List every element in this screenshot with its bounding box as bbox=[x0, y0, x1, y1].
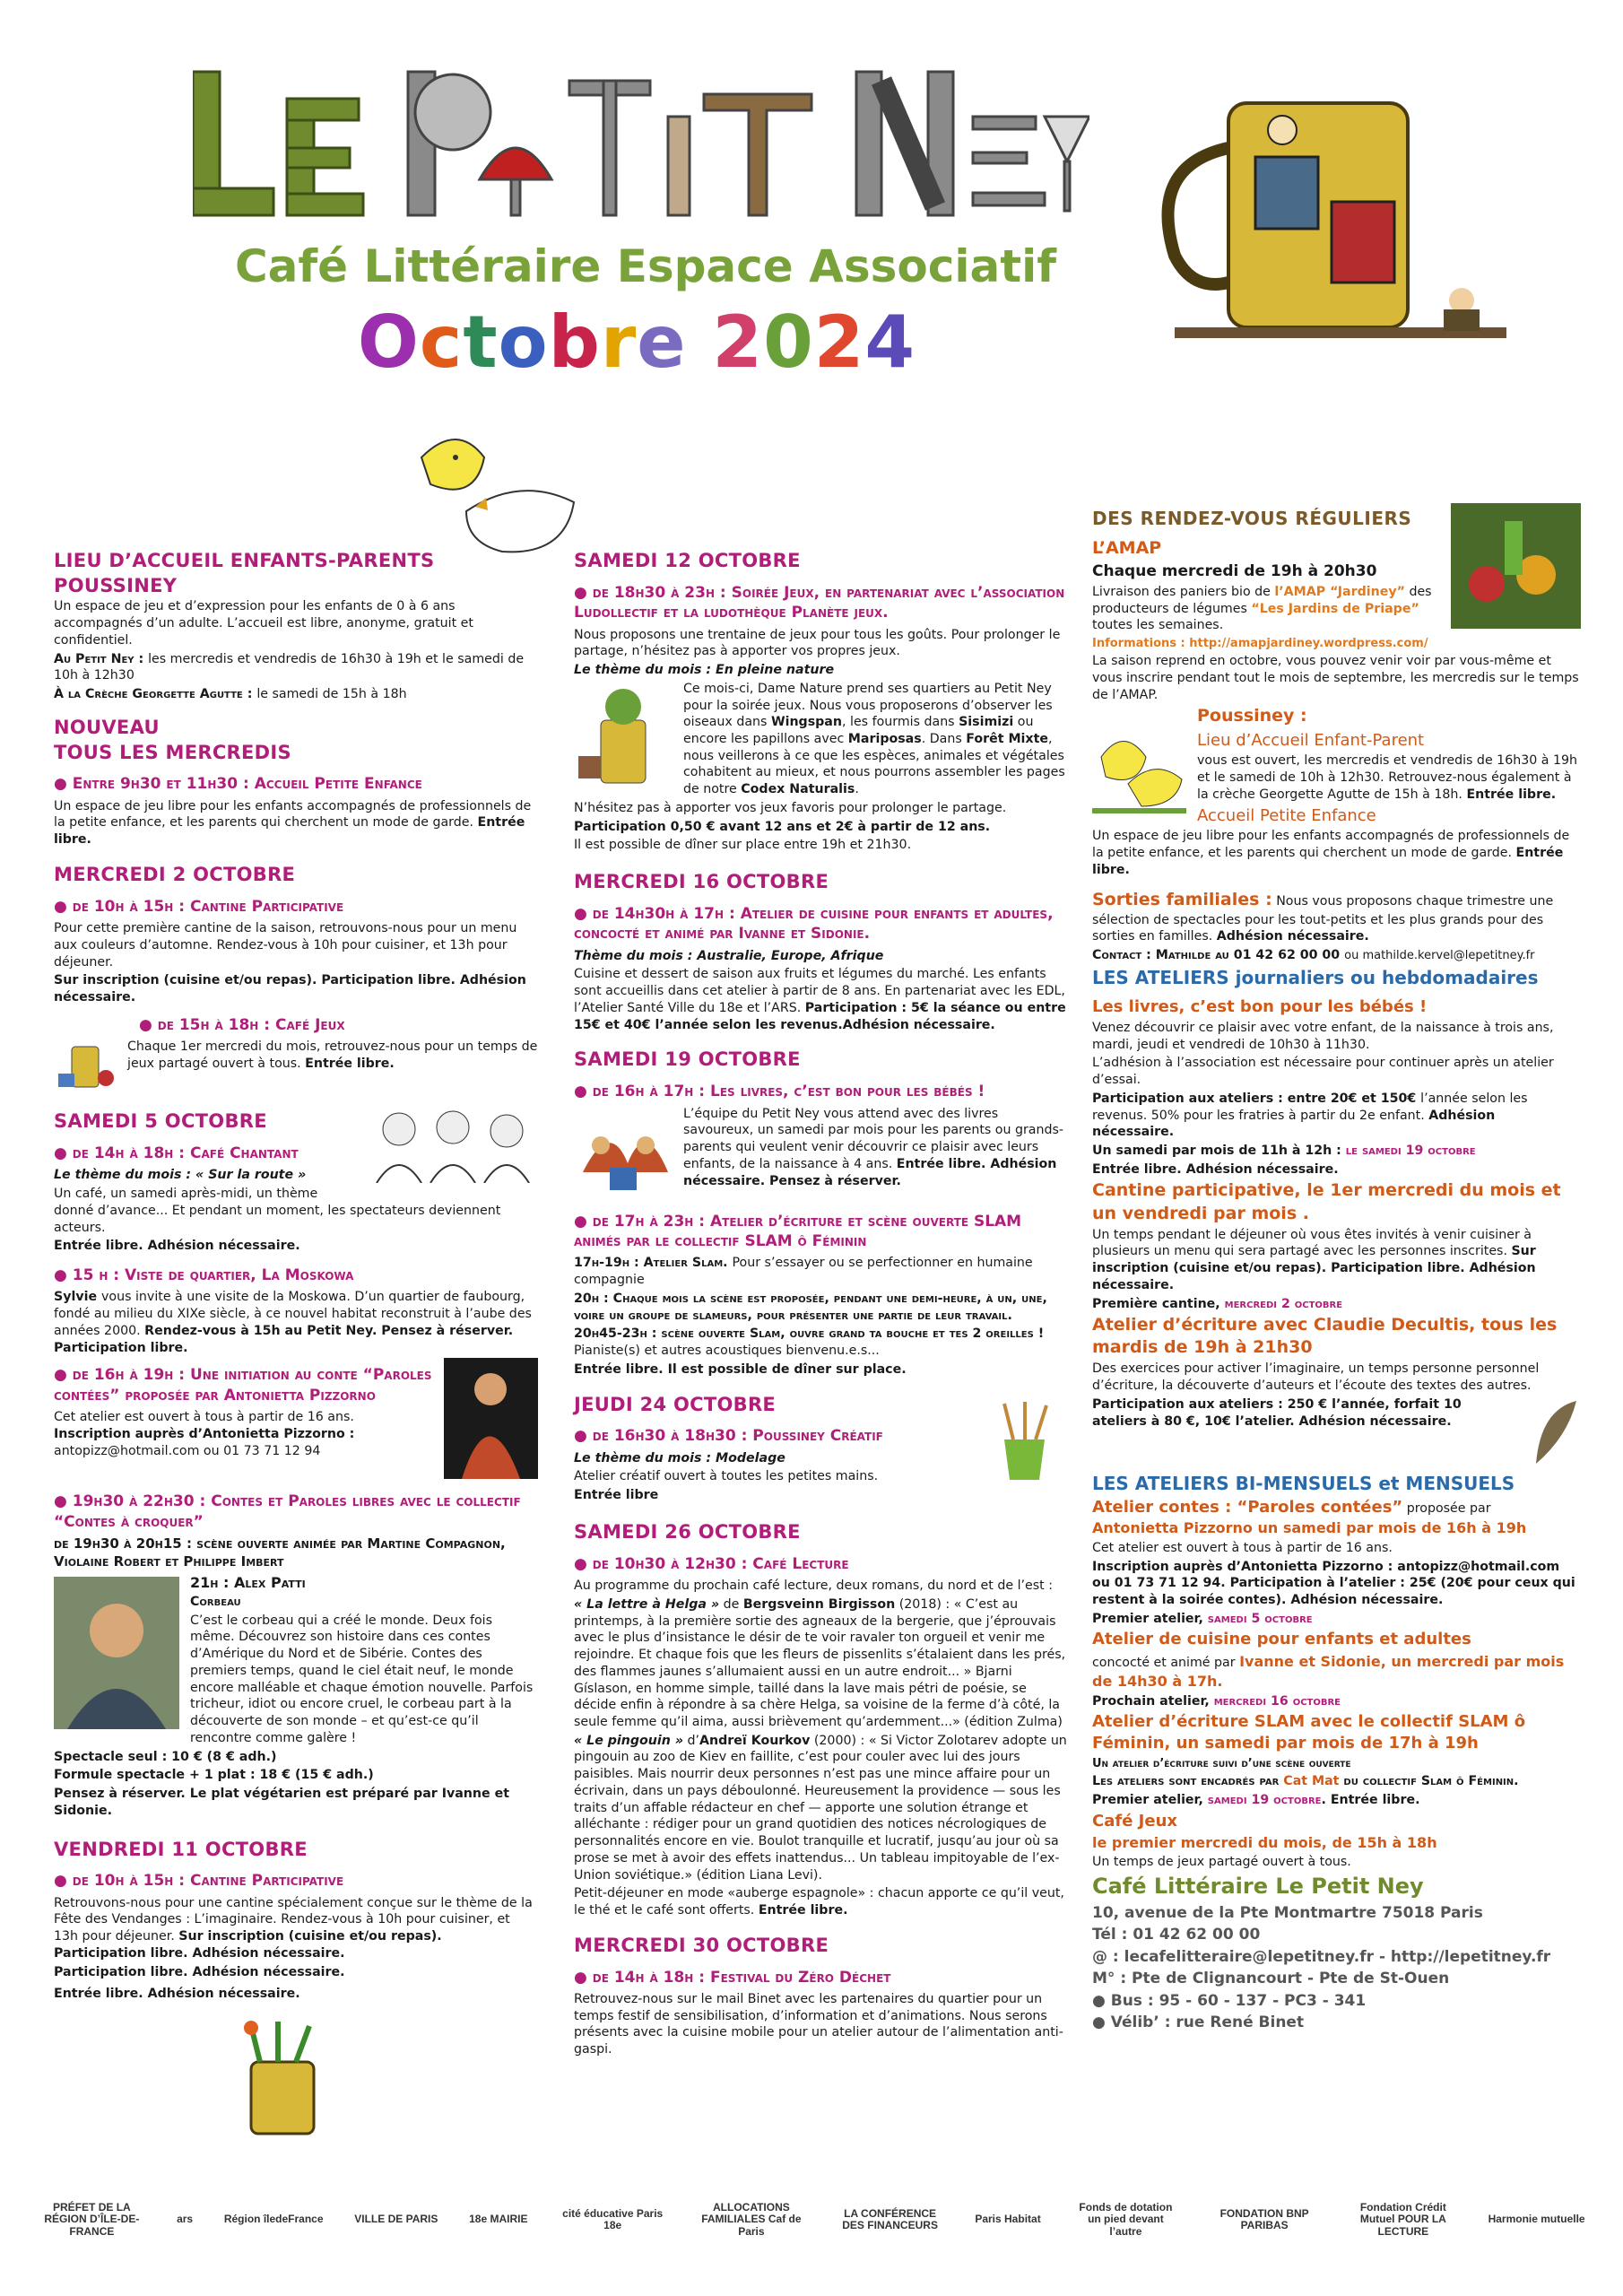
partner-logo: ALLOCATIONS FAMILIALES Caf de Paris bbox=[701, 2201, 802, 2238]
text: C’est le corbeau qui a créé le monde. Deux fois même. Découvrez son histoire dans ces contes d’Amérique du Nord et de Sibérie. Contes des premiers temps, quand le ciel était neuf, le monde encore malléable et chaque émotion nouvelle. Parfois tricheur, idiot ou encore cruel, le corbeau part à la découverte de son monde – et qu’est-ce qu’il rencontre comme galère ! bbox=[190, 1613, 534, 1745]
label: Au Petit Ney : bbox=[54, 651, 149, 666]
event-title: ● de 16h à 17h : Les livres, c’est bon pour les bébés ! bbox=[574, 1083, 985, 1101]
text: Cet atelier est ouvert à tous à partir de 16 ans. bbox=[1092, 1540, 1393, 1555]
address-block bbox=[1092, 1903, 1581, 2033]
partner-logos bbox=[0, 2144, 1623, 2296]
text: Bergsveinn Birgisson bbox=[742, 1596, 896, 1612]
date-heading: MERCREDI 30 OCTOBRE bbox=[574, 1934, 829, 1956]
text: du collectif Slam ô Féminin. bbox=[1339, 1774, 1519, 1789]
text: Adhésion nécessaire. bbox=[1216, 929, 1369, 944]
text: Entrée libre bbox=[574, 1488, 659, 1503]
text: Chaque 1er mercredi du mois, retrouvez-nous pour un temps de jeux partagé ouvert à tous. bbox=[127, 1039, 538, 1071]
date-heading: SAMEDI 26 OCTOBRE bbox=[574, 1520, 801, 1543]
le-petit-ney-logo bbox=[193, 63, 1089, 242]
text: Chaque mercredi de 19h à 20h30 bbox=[1092, 562, 1377, 581]
text: Retrouvez-nous sur le mail Binet avec les partenaires du quartier pour un temps festif de sensibilisation, d’information et d’animations. Nous serons présents avec la cuisine mobile pour un atelier autour de l’alimentation anti-gaspi. bbox=[574, 1991, 1063, 2057]
text: Des exercices pour activer l’imaginaire, un temps personne personnel d’écriture, la découverte d’auteurs et l’écoute des textes des autres. bbox=[1092, 1361, 1540, 1394]
text: L’adhésion à l’association est nécessaire pour continuer après un atelier d’essai. bbox=[1092, 1056, 1554, 1088]
date-heading: SAMEDI 5 OCTOBRE bbox=[54, 1110, 267, 1133]
partner-logo: Paris Habitat bbox=[975, 2213, 1041, 2226]
text: Retrouvons-nous pour une cantine spécialement conçue sur le thème de la Fête des Vendanges : L’imaginaire. Rendez-vous à 10h pour cuisiner, et 13h pour déjeuner. bbox=[54, 1895, 533, 1944]
text: Pensez à réserver. Le plat végétarien est préparé par Ivanne et Sidonie. bbox=[54, 1787, 509, 1818]
address-line: M° : Pte de Clignancourt - Pte de St-Ouen bbox=[1092, 1970, 1450, 1988]
text: Il est possible de dîner sur place entre 19h et 21h30. bbox=[574, 838, 912, 853]
address-line: 10, avenue de la Pte Montmartre 75018 Paris bbox=[1092, 1903, 1483, 1922]
singers-illustration bbox=[368, 1102, 538, 1183]
subheading: Café Jeux bbox=[1092, 1811, 1177, 1831]
month-letter: 0 bbox=[763, 300, 814, 384]
month-letter bbox=[687, 300, 713, 384]
text: (2000) : « Si Victor Zolotarev adopte un pingouin au zoo de Kiev en faillite, c’est pour couler avec lui des jours paisibles. Mais nourrir deux personnes n’est pas une mince affaire pour un écrivain, dans un pays déboulonné. Heureusement la providence — sous les traits d’un affable rédacteur en chef — apporte une solution étrange et alléchante : rédiger pour un grand quotidien des notices nécrologiques de personnalités encore en vie. Boulot tranquille et lucratif, jusqu’au jour où sa prose se met à avoir des effets inattendus... Un tableau impitoyable de l’ex-Union soviétique.» (édition Liana Levi). bbox=[574, 1733, 1067, 1883]
section-title: NOUVEAU bbox=[54, 716, 160, 738]
text: Entrée libre. bbox=[54, 815, 525, 848]
text: 21h : Alex Patti bbox=[190, 1573, 306, 1591]
cup-house-illustration bbox=[1139, 67, 1524, 359]
text: samedi 19 octobre bbox=[1207, 1792, 1322, 1807]
event-title: ● de 14h à 18h : Festival du Zéro Déchet bbox=[574, 1968, 891, 1987]
text: Venez découvrir ce plaisir avec votre enfant, de la naissance à trois ans, mardi, jeudi et vendredi de 10h30 à 11h30. bbox=[1092, 1020, 1554, 1052]
text: Entrée libre. Il est possible de dîner sur place. bbox=[574, 1361, 907, 1377]
alex-patti-photo bbox=[54, 1577, 179, 1729]
date-heading: MERCREDI 2 OCTOBRE bbox=[54, 863, 296, 885]
text: d’ bbox=[683, 1733, 700, 1748]
text: Andreï Kourkov bbox=[699, 1733, 811, 1748]
month-letter: b bbox=[548, 300, 601, 384]
text: l’année selon les revenus. 50% pour les fratries à partir du 2e enfant. bbox=[1092, 1091, 1528, 1123]
text: samedi 5 octobre bbox=[1207, 1611, 1313, 1626]
text: , nous veillerons à ce que les espèces, animales et végétales cohabitent au mieux, et nous pourrons assembler les pages de notre bbox=[683, 732, 1065, 797]
text: Un espace de jeu libre pour les enfants accompagnés de professionnels de la petite enfance, et les parents qui cherchent un mode de garde. bbox=[1092, 829, 1570, 860]
text: Adhésion nécessaire. bbox=[842, 1017, 995, 1032]
text: Sylvie bbox=[54, 1290, 102, 1305]
address-line: ● Vélib’ : rue René Binet bbox=[1092, 2013, 1305, 2032]
text: ou mathilde.kervel@lepetitney.fr bbox=[1344, 949, 1535, 962]
partner-logo: ars bbox=[177, 2213, 194, 2226]
event-title: ● de 16h à 19h : Une initiation au conte “Paroles contées” proposée par Antonietta Pizzorno bbox=[54, 1366, 432, 1405]
storyteller-photo bbox=[444, 1358, 538, 1479]
event-title: ● 15 h : Viste de quartier, La Moskowa bbox=[54, 1266, 354, 1285]
text: Participation : 5€ la séance ou entre 15€ et 40€ l’année selon les revenus. bbox=[574, 1000, 1066, 1032]
text: Ce mois-ci, Dame Nature prend ses quartiers au Petit Ney pour la soirée jeux. Nous vous proposerons d’observer les oiseaux dans bbox=[683, 681, 1053, 730]
text: le premier mercredi du mois, de 15h à 18h bbox=[1092, 1834, 1437, 1852]
text: ou encore les papillons avec bbox=[683, 715, 1034, 746]
text: proposée par bbox=[1402, 1501, 1491, 1517]
text: Premier atelier, bbox=[1092, 1611, 1208, 1626]
address-line: @ : lecafelitteraire@lepetitney.fr - http://lepetitney.fr bbox=[1092, 1947, 1551, 1966]
text: Lieu d’Accueil Enfant-Parent bbox=[1197, 730, 1425, 750]
text: La saison reprend en octobre, vous pouvez venir voir par vous-même et vous inscrire pendant tout le mois de septembre, les mercredis sur le temps de l’AMAP. bbox=[1092, 654, 1579, 702]
birds-illustration bbox=[412, 430, 583, 565]
partner-logo: 18e MAIRIE bbox=[469, 2213, 528, 2226]
text: Un atelier d’écriture suivi d’une scène ouverte bbox=[1092, 1756, 1351, 1770]
text: des producteurs de légumes bbox=[1092, 584, 1432, 616]
text: Au programme du prochain café lecture, deux romans, du nord et de l’est : bbox=[574, 1578, 1053, 1594]
text: « La lettre à Helga » bbox=[574, 1596, 720, 1612]
text: Un espace de jeu libre pour les enfants accompagnés de professionnels de la petite enfance, et les parents qui cherchent un mode de garde. bbox=[54, 798, 532, 831]
date-heading: SAMEDI 19 OCTOBRE bbox=[574, 1048, 801, 1071]
text: vous invite à une visite de la Moskowa. D’un quartier de faubourg, fondé au milieu du XIXe siècle, à ce nouvel habitat reconstruit à l’aube des années 2000. bbox=[54, 1290, 532, 1338]
text: antopizz@hotmail.com ou 01 73 71 12 94 bbox=[54, 1443, 321, 1458]
text: Entrée libre. bbox=[305, 1056, 395, 1071]
partner-logo: Région îledeFrance bbox=[223, 2213, 324, 2226]
date-heading: JEUDI 24 OCTOBRE bbox=[574, 1393, 777, 1415]
event-title: ● de 10h30 à 12h30 : Café Lecture bbox=[574, 1554, 849, 1573]
subheading: Atelier contes : “Paroles contées” bbox=[1092, 1498, 1403, 1518]
partner-logo: Fondation Crédit Mutuel POUR LA LECTURE bbox=[1359, 2201, 1446, 2238]
link[interactable]: Informations : http://amapjardiney.wordpress.com/ bbox=[1092, 637, 1428, 651]
text: Contact : Mathilde au 01 42 62 00 00 bbox=[1092, 948, 1345, 962]
event-title: ● de 17h à 23h : Atelier d’écriture et scène ouverte SLAM animés par le collectif SLAM ô Féminin bbox=[574, 1212, 1022, 1250]
theme: Le thème du mois : En pleine nature bbox=[574, 663, 835, 678]
text: toutes les semaines. bbox=[1092, 618, 1224, 633]
month-letter: c bbox=[419, 300, 464, 384]
text: Première cantine, bbox=[1092, 1296, 1225, 1311]
text: Sisimizi bbox=[959, 715, 1014, 730]
section-title: LIEU D’ACCUEIL ENFANTS-PARENTS POUSSINEY bbox=[54, 550, 435, 596]
text: les mercredis et vendredis de 16h30 à 19h et le samedi de 10h à 12h30 bbox=[54, 651, 525, 683]
text: Adhésion nécessaire. bbox=[1092, 1108, 1496, 1140]
text: Inscription auprès d’Antonietta Pizzorno : antopizz@hotmail.com ou 01 73 71 12 94. Participation à l’atelier : 25€ (20€ pour ceux qui restent à la soirée contes). Adhésion nécessaire. bbox=[1092, 1559, 1575, 1608]
text: Un temps de jeux partagé ouvert à tous. bbox=[1092, 1855, 1351, 1870]
games-icon bbox=[54, 1042, 117, 1091]
text: le samedi 19 octobre bbox=[1345, 1144, 1476, 1159]
subheading: Sorties familiales : bbox=[1092, 890, 1272, 910]
event-title: ● de 10h à 15h : Cantine Participative bbox=[54, 897, 344, 916]
text: Entrée libre. bbox=[1092, 845, 1564, 877]
partner-logo: Harmonie mutuelle bbox=[1488, 2213, 1585, 2226]
text: Inscription auprès d’Antonietta Pizzorno : bbox=[54, 1427, 355, 1441]
text: Nous proposons une trentaine de jeux pour tous les goûts. Pour prolonger le partage, n’hésitez pas à apporter vos propres jeux. bbox=[574, 627, 1061, 659]
text: mercredi 2 octobre bbox=[1224, 1296, 1343, 1311]
text: Un samedi par mois de 11h à 12h : bbox=[1092, 1144, 1346, 1159]
text: L’équipe du Petit Ney vous attend avec des livres savoureux, un samedi par mois pour les parents ou grands-parents qui veulent venir découvrir ce plaisir avec leurs enfants, de la naissance à 4 ans. bbox=[683, 1106, 1064, 1171]
text: “Les Jardins de Priape” bbox=[1251, 601, 1419, 616]
subheading: Atelier d’écriture SLAM avec le collectif SLAM ô Féminin, un samedi par mois de 17h à 19h bbox=[1092, 1712, 1526, 1753]
text: . Entrée libre. bbox=[1321, 1792, 1420, 1807]
month-letter: 2 bbox=[813, 300, 865, 384]
month-letter: 2 bbox=[712, 300, 764, 384]
text: mercredi 16 octobre bbox=[1213, 1693, 1341, 1709]
column-middle: SAMEDI 12 OCTOBRE ● de 18h30 à 23h : Soirée Jeux, en partenariat avec l’association Ludollectif et la ludothèque Planète jeux. Nous proposons une trentaine de jeux pour tous les goûts. Pour prolonger le partage, n’hésitez pas à apporter vos propres jeux. Le thème du mois : En pleine nature Ce mois-ci, Dame Nature prend ses quartiers au Petit Ney pour la soirée jeux. Nous vous proposerons d’observer les oiseaux dans Wingspan, les fourmis dans Sisimizi ou encore les papillons avec Mariposas. Dans Forêt Mixte, nous veillerons à ce que les espèces, animales et végétales cohabitent au mieux, et nous pourrons assembler les pages de notre Codex Naturalis. N’hésitez pas à apporter vos jeux favoris pour prolonger le partage. Participation 0,50 € avant 12 ans et 2€ à partir de 12 ans. Il est possible de dîner sur place entre 19h et 21h30. MERCREDI 16 OCTOBRE ● de 14h30h à 17h : Atelier de cuisine pour enfants et adultes, concocté et animé par Ivanne et Sidonie. Thème du mois : Australie, Europe, Afrique Cuisine et dessert de saison aux fruits et légumes du marché. Les enfants sont accueillis dans cet atelier à partir de 8 ans. En partenariat avec les EDL, l’Atelier Santé Ville du 18e et l’ARS. Participation : 5€ la séance ou entre 15€ et 40€ l’année selon les revenus.Adhésion nécessaire. SAMEDI 19 OCTOBRE ● de 16h à 17h : Les livres, c’est bon pour les bébés ! L’équipe du Petit Ney vous attend avec des livres savoureux, un samedi par mois pour les parents ou grands-parents qui veulent venir découvrir ce plaisir avec leurs enfants, de la naissance à 4 ans. Entrée libre. Adhésion nécessaire. Pensez à réserver. ● de 17h à 23h : Atelier d’écriture et scène ouverte SLAM animés par le collectif SLAM ô Féminin 17h-19h : Atelier Slam. Pour s’essayer ou se perfectionner en humaine compagnie 20h : Chaque mois la scène est proposée, pendant une demi-heure, à un, une, voire un groupe de slameurs, pour présenter une partie de leur travail. 20h45-23h : scène ouverte Slam, ouvre grand ta bouche et tes 2 oreilles ! Pianiste(s) et autres acoustiques bienvenu.e.s... Entrée libre. Il est possible de dîner sur place. JEUDI 24 OCTOBRE ● de 16h30 à 18h30 : Poussiney Créatif Le thème du mois : Modelage Atelier créatif ouvert à toutes les petites mains. Entrée libre SAMEDI 26 OCTOBRE ● de 10h30 à 12h30 : Café Lecture Au programme du prochain café lecture, deux romans, du nord et de l’est : « La lettre à Helga » de Bergsveinn Birgisson (2018) : « C’est au printemps, à la première sortie des agneaux de la bergerie, que j’éprouvais avec le plus d’insistance le désir de te voir ravaler ton orgueil et venir me rejoindre. Et chaque fois que les fleurs de pissenlits s’étalaient dans les prés, des flammes jaunes s’allumaient aussi en un autre endroit... » Bjarni Gíslason, en homme simple, taillé dans la lave mais pétri de poésie, se décide enfin à répondre à sa chère Helga, sa voisine de la ferme d’à côté, la seule femme qu’il aima, aussi brièvement qu’ardemment...» (édition Zulma) « Le pingouin » d’Andreï Kourkov (2000) : « Si Victor Zolotarev adopte un pingouin au zoo de Kiev en faillite, c’est pour couler avec lui des jours paisibles. Mais nourrir deux personnes n’est pas une mince affaire pour un écrivain, dans un pays déboulonné. Heureusement la providence — sous les traits d’un affable rédacteur en chef — apporte une solution étrange et alléchante : rédiger pour un grand quotidien des notices nécrologiques de personnalités encore en vie. Boulot tranquille et lucratif, jusqu’au jour où sa prose se met à avoir des effets inattendus... Un tableau impitoyable de l’ex-Union soviétique.» (édition Liana Levi). Petit-déjeuner en mode «auberge espagnole» : chacun apporte ce qu’il veut, le thé et le café sont offerts. Entrée libre. MERCREDI 30 OCTOBRE ● de 14h à 18h : Festival du Zéro Déchet Retrouvez-nous sur le mail Binet avec les partenaires du quartier pour un temps festif de sensibilisation, d’information et d’animations. Nous serons présents avec la cuisine mobile pour un atelier autour de l’alimentation anti-gaspi. bbox=[574, 550, 1067, 2057]
text: le samedi de 15h à 18h bbox=[256, 687, 407, 702]
text: Accueil Petite Enfance bbox=[1197, 805, 1376, 825]
text: Entrée libre. bbox=[758, 1903, 848, 1918]
text: Corbeau bbox=[190, 1594, 241, 1609]
text: l’AMAP “Jardiney” bbox=[1274, 584, 1405, 599]
theme: Le thème du mois : « Sur la route » bbox=[54, 1168, 307, 1183]
paintbrushes-icon bbox=[982, 1399, 1067, 1484]
partner-logo: LA CONFÉRENCE DES FINANCEURS bbox=[842, 2206, 938, 2231]
text: Participation aux ateliers : entre 20€ et 150€ bbox=[1092, 1091, 1421, 1106]
month-letter: t bbox=[463, 300, 499, 384]
text: Entrée libre. Adhésion nécessaire. Pensez à réserver. bbox=[683, 1156, 1057, 1188]
text: Spectacle seul : 10 € (8 € adh.) bbox=[54, 1749, 277, 1764]
text: Sur inscription (cuisine et/ou repas). Participation libre. Adhésion nécessaire. bbox=[1092, 1244, 1536, 1292]
text: Participation aux ateliers : 250 € l’année, forfait 10 ateliers à 80 €, 10€ l’atelier. Adhésion nécessaire. bbox=[1092, 1396, 1462, 1429]
month-letter: 4 bbox=[864, 300, 916, 384]
nature-games-illustration bbox=[574, 684, 673, 792]
column-right bbox=[1092, 507, 1581, 2034]
text: Livraison des paniers bio de bbox=[1092, 584, 1275, 599]
section-title: LES ATELIERS BI-MENSUELS et MENSUELS bbox=[1092, 1472, 1515, 1494]
text: Formule spectacle + 1 plat : 18 € (15 € adh.) bbox=[54, 1768, 374, 1783]
text: Premier atelier, bbox=[1092, 1792, 1208, 1807]
event-title: ● de 14h à 18h : Café Chantant bbox=[54, 1144, 299, 1162]
text: Les ateliers sont encadrés par bbox=[1092, 1774, 1284, 1789]
event-title: ● de 15h à 18h : Café Jeux bbox=[139, 1015, 345, 1034]
partner-logo: VILLE DE PARIS bbox=[354, 2213, 438, 2226]
text: Nous vous proposons chaque trimestre une sélection de spectacles pour les tout-petits et les plus grands pour des sorties en familles. bbox=[1092, 894, 1554, 944]
text: Pianiste(s) et autres acoustiques bienvenu.e.s... bbox=[574, 1344, 880, 1359]
text: Cet atelier est ouvert à tous à partir de 16 ans. bbox=[54, 1410, 354, 1425]
text: « Le pingouin » bbox=[574, 1733, 684, 1748]
text: Pour cette première cantine de la saison, retrouvons-nous pour un menu aux couleurs d’automne. Rendez-vous à 10h pour cuisiner, et 13h pour déjeuner. bbox=[54, 921, 517, 970]
text: de bbox=[719, 1596, 743, 1612]
text: Codex Naturalis bbox=[741, 782, 855, 797]
text: Entrée libre. Adhésion nécessaire. bbox=[54, 1987, 300, 2002]
feather-icon bbox=[1527, 1396, 1581, 1468]
text: Un café, un samedi après-midi, un thème donné d’avance... Et pendant un moment, les spectateurs deviennent acteurs. bbox=[54, 1187, 501, 1235]
section-title: LES ATELIERS journaliers ou hebdomadaires bbox=[1092, 966, 1539, 988]
text: Rendez-vous à 15h au Petit Ney. Pensez à réserver. Participation libre. bbox=[54, 1323, 514, 1355]
text: concocté et animé par bbox=[1092, 1656, 1240, 1671]
address-title: Café Littéraire Le Petit Ney bbox=[1092, 1874, 1424, 1900]
vegetables-photo bbox=[1451, 503, 1581, 629]
event-title: ● Entre 9h30 et 11h30 : Accueil Petite Enfance bbox=[54, 775, 422, 794]
text: Sur inscription (cuisine et/ou repas). Participation libre. Adhésion nécessaire. bbox=[54, 1929, 442, 1961]
text: Mariposas bbox=[847, 732, 922, 746]
text: Wingspan bbox=[770, 715, 842, 730]
subheading: Atelier d’écriture avec Claudie Decultis, tous les mardis de 19h à 21h30 bbox=[1092, 1315, 1558, 1358]
text: 17h-19h : Atelier Slam. bbox=[574, 1256, 733, 1271]
label: À la Crèche Georgette Agutte : bbox=[54, 687, 257, 702]
subheading: Atelier de cuisine pour enfants et adultes bbox=[1092, 1630, 1471, 1649]
event-title: ● de 18h30 à 23h : Soirée Jeux, en partenariat avec l’association Ludollectif et la ludothèque Planète jeux. bbox=[574, 583, 1065, 622]
text: Prochain atelier, bbox=[1092, 1693, 1214, 1709]
subheading: Les livres, c’est bon pour les bébés ! bbox=[1092, 997, 1428, 1017]
subtitle: Café Littéraire Espace Associatif bbox=[234, 240, 1056, 292]
month-letter: o bbox=[498, 300, 549, 384]
babies-books-illustration bbox=[574, 1109, 673, 1199]
text: Participation 0,50 € avant 12 ans et 2€ à partir de 12 ans. bbox=[574, 819, 991, 834]
section-title: TOUS LES MERCREDIS bbox=[54, 741, 291, 763]
subheading: L’AMAP bbox=[1092, 538, 1162, 559]
text: de 19h30 à 20h15 : scène ouverte animée par Martine Compagnon, Violaine Robert et Philippe Imbert bbox=[54, 1535, 506, 1570]
date-heading: VENDREDI 11 OCTOBRE bbox=[54, 1838, 308, 1860]
address-line: Tél : 01 42 62 00 00 bbox=[1092, 1926, 1261, 1944]
month-letter: r bbox=[600, 300, 638, 384]
text: vous est ouvert, les mercredis et vendredis de 16h30 à 19h et le samedi de 10h à 12h30. Retrouvez-nous également à la crèche Georgette Agutte de 15h à 18h. bbox=[1197, 753, 1578, 802]
text: (2018) : « C’est au printemps, à la première sortie des agneaux de la bergerie, que j’éprouvais avec le plus d’insistance le désir de te voir ravaler ton orgueil et venir me rejoindre. Et chaque fois que les fleurs de pissenlits s’étalaient dans les prés, des flammes jaunes s’allumaient aussi en un autre endroit... » Bjarni Gíslason, en homme simple, taillé dans la lave mais pétri de poésie, se décide enfin à répondre à sa chère Helga, sa voisine de la ferme d’à côté, la seule femme qu’il aima, aussi brièvement qu’ardemment...» (édition Zulma) bbox=[574, 1596, 1066, 1729]
text: Antonietta Pizzorno un samedi par mois de 16h à 19h bbox=[1092, 1519, 1527, 1537]
text: N’hésitez pas à apporter vos jeux favoris pour prolonger le partage. bbox=[574, 800, 1007, 815]
text: Entrée libre. bbox=[1466, 787, 1557, 802]
section-title: DES RENDEZ-VOUS RÉGULIERS bbox=[1092, 508, 1412, 529]
text: , les fourmis dans bbox=[841, 715, 959, 730]
cup-vegetables-illustration bbox=[224, 2017, 350, 2143]
birds-small-illustration bbox=[1092, 721, 1186, 815]
date-heading: SAMEDI 12 OCTOBRE bbox=[574, 550, 801, 571]
partner-logo: PRÉFET DE LA RÉGION D’ÎLE-DE-FRANCE bbox=[44, 2201, 140, 2238]
text: 20h : Chaque mois la scène est proposée, pendant une demi-heure, à un, une, voire un groupe de slameurs, pour présenter une partie de leur travail. bbox=[574, 1291, 1047, 1323]
date-heading: MERCREDI 16 OCTOBRE bbox=[574, 871, 829, 893]
text: Entrée libre. Adhésion nécessaire. bbox=[54, 1239, 300, 1254]
theme: Le thème du mois : Modelage bbox=[574, 1450, 785, 1465]
event-title: ● de 10h à 15h : Cantine Participative bbox=[54, 1872, 344, 1891]
text: Petit-déjeuner en mode «auberge espagnole» : chacun apporte ce qu’il veut, le thé et le café sont offerts. bbox=[574, 1886, 1064, 1918]
subheading: Cantine participative, le 1er mercredi du mois et un vendredi par mois . bbox=[1092, 1180, 1561, 1223]
text: Participation libre. Adhésion nécessaire. bbox=[54, 1964, 345, 1979]
text: Ivanne et Sidonie, un mercredi par mois de 14h30 à 17h. bbox=[1092, 1653, 1565, 1690]
theme: Thème du mois : Australie, Europe, Afrique bbox=[574, 948, 884, 963]
event-title: ● de 16h30 à 18h30 : Poussiney Créatif bbox=[574, 1427, 883, 1446]
month-letter: e bbox=[637, 300, 687, 384]
partner-logo: FONDATION BNP PARIBAS bbox=[1219, 2206, 1309, 2231]
text: Entrée libre. Adhésion nécessaire. bbox=[1092, 1161, 1339, 1177]
subheading: Poussiney : bbox=[1197, 706, 1307, 726]
text: Forêt Mixte bbox=[966, 732, 1048, 746]
event-title: ● 19h30 à 22h30 : Contes et Paroles libres avec le collectif “Contes à croquer” bbox=[54, 1492, 521, 1531]
paragraph: Un espace de jeu et d’expression pour les enfants de 0 à 6 ans accompagnés d’un adulte. L’accueil est libre, anonyme, gratuit et confidentiel. bbox=[54, 599, 473, 648]
text: Cat Mat bbox=[1283, 1774, 1340, 1789]
text: Un temps pendant le déjeuner où vous êtes invités à venir cuisiner à plusieurs un menu qui sera partagé avec les personnes inscrites. bbox=[1092, 1227, 1532, 1259]
partner-logo: cité éducative Paris 18e bbox=[562, 2206, 664, 2231]
partner-logo: Fonds de dotation un pied devant l’autre bbox=[1079, 2201, 1173, 2238]
text: 20h45-23h : scène ouverte Slam, ouvre grand ta bouche et tes 2 oreilles ! bbox=[574, 1326, 1045, 1342]
event-title: ● de 14h30h à 17h : Atelier de cuisine pour enfants et adultes, concocté et animé par Ivanne et Sidonie. bbox=[574, 904, 1054, 944]
month-title bbox=[0, 300, 1273, 384]
text: Pour s’essayer ou se perfectionner en humaine compagnie bbox=[574, 1256, 1033, 1288]
month-letter: O bbox=[357, 300, 420, 384]
column-left bbox=[54, 549, 538, 2148]
text: Sur inscription (cuisine et/ou repas). Participation libre. Adhésion nécessaire. bbox=[54, 973, 526, 1005]
text: Cuisine et dessert de saison aux fruits et légumes du marché. Les enfants sont accueillis dans cet atelier à partir de 8 ans. En partenariat avec les EDL, l’Atelier Santé Ville du 18e et l’ARS. bbox=[574, 967, 1065, 1015]
text: Atelier créatif ouvert à toutes les petites mains. bbox=[574, 1469, 879, 1484]
text: . Dans bbox=[921, 732, 967, 746]
address-line: ● Bus : 95 - 60 - 137 - PC3 - 341 bbox=[1092, 1991, 1367, 2010]
